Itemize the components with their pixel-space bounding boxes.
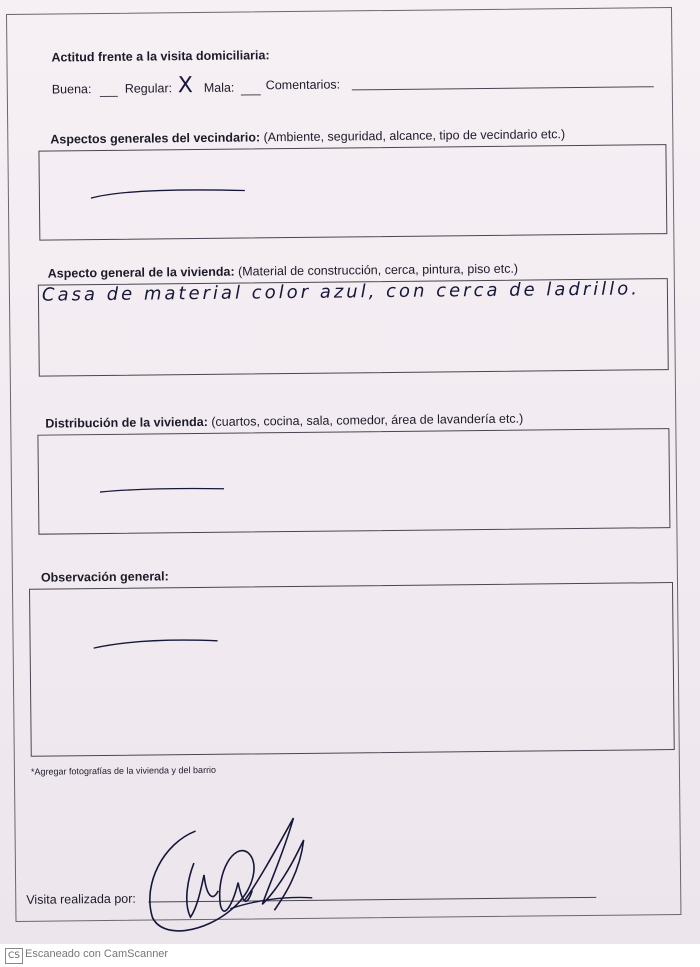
comments-label: Comentarios: [265,77,341,93]
neighborhood-dash-mark [89,184,249,202]
neighborhood-label: Aspectos generales del vecindario: [50,130,261,147]
distribution-dash-mark [98,483,228,496]
option-regular-label: Regular: [124,81,173,96]
photo-note: *Agregar fotografías de la vivienda y del barrio [30,764,217,777]
observation-label: Observación general: [40,569,169,585]
handwritten-signature [133,812,324,944]
camscanner-logo-icon: CS [5,948,23,964]
distribution-heading [45,412,523,431]
scanner-footer [0,944,700,967]
attitude-title: Actitud frente a la visita domiciliaria: [51,48,270,65]
housing-label: Aspecto general de la vivienda: [47,264,235,281]
distribution-hint: (cuartos, cocina, sala, comedor, área de lavandería etc.) [211,411,524,429]
option-bad-label: Mala: [203,80,235,95]
distribution-label: Distribución de la vivienda: [45,414,208,431]
observation-dash-mark [91,633,221,654]
neighborhood-hint: (Ambiente, seguridad, alcance, tipo de vecindario etc.) [263,127,566,145]
housing-heading [48,262,518,281]
option-good-label: Buena: [51,82,92,97]
option-bad-blank [241,94,261,95]
camscanner-watermark: Escaneado con CamScanner [25,948,169,960]
form-sheet [6,7,681,922]
signature-label: Visita realizada por: [26,891,136,907]
comments-line [352,86,654,90]
observation-box [29,582,675,757]
neighborhood-heading [50,127,565,146]
distribution-box [37,428,670,535]
housing-handwritten-text: Casa de material color azul, con cerca de ladrillo. [41,278,641,306]
regular-check-mark: X [177,73,193,99]
option-good-blank [100,96,118,97]
housing-hint: (Material de construcción, cerca, pintura, piso etc.) [237,261,519,279]
